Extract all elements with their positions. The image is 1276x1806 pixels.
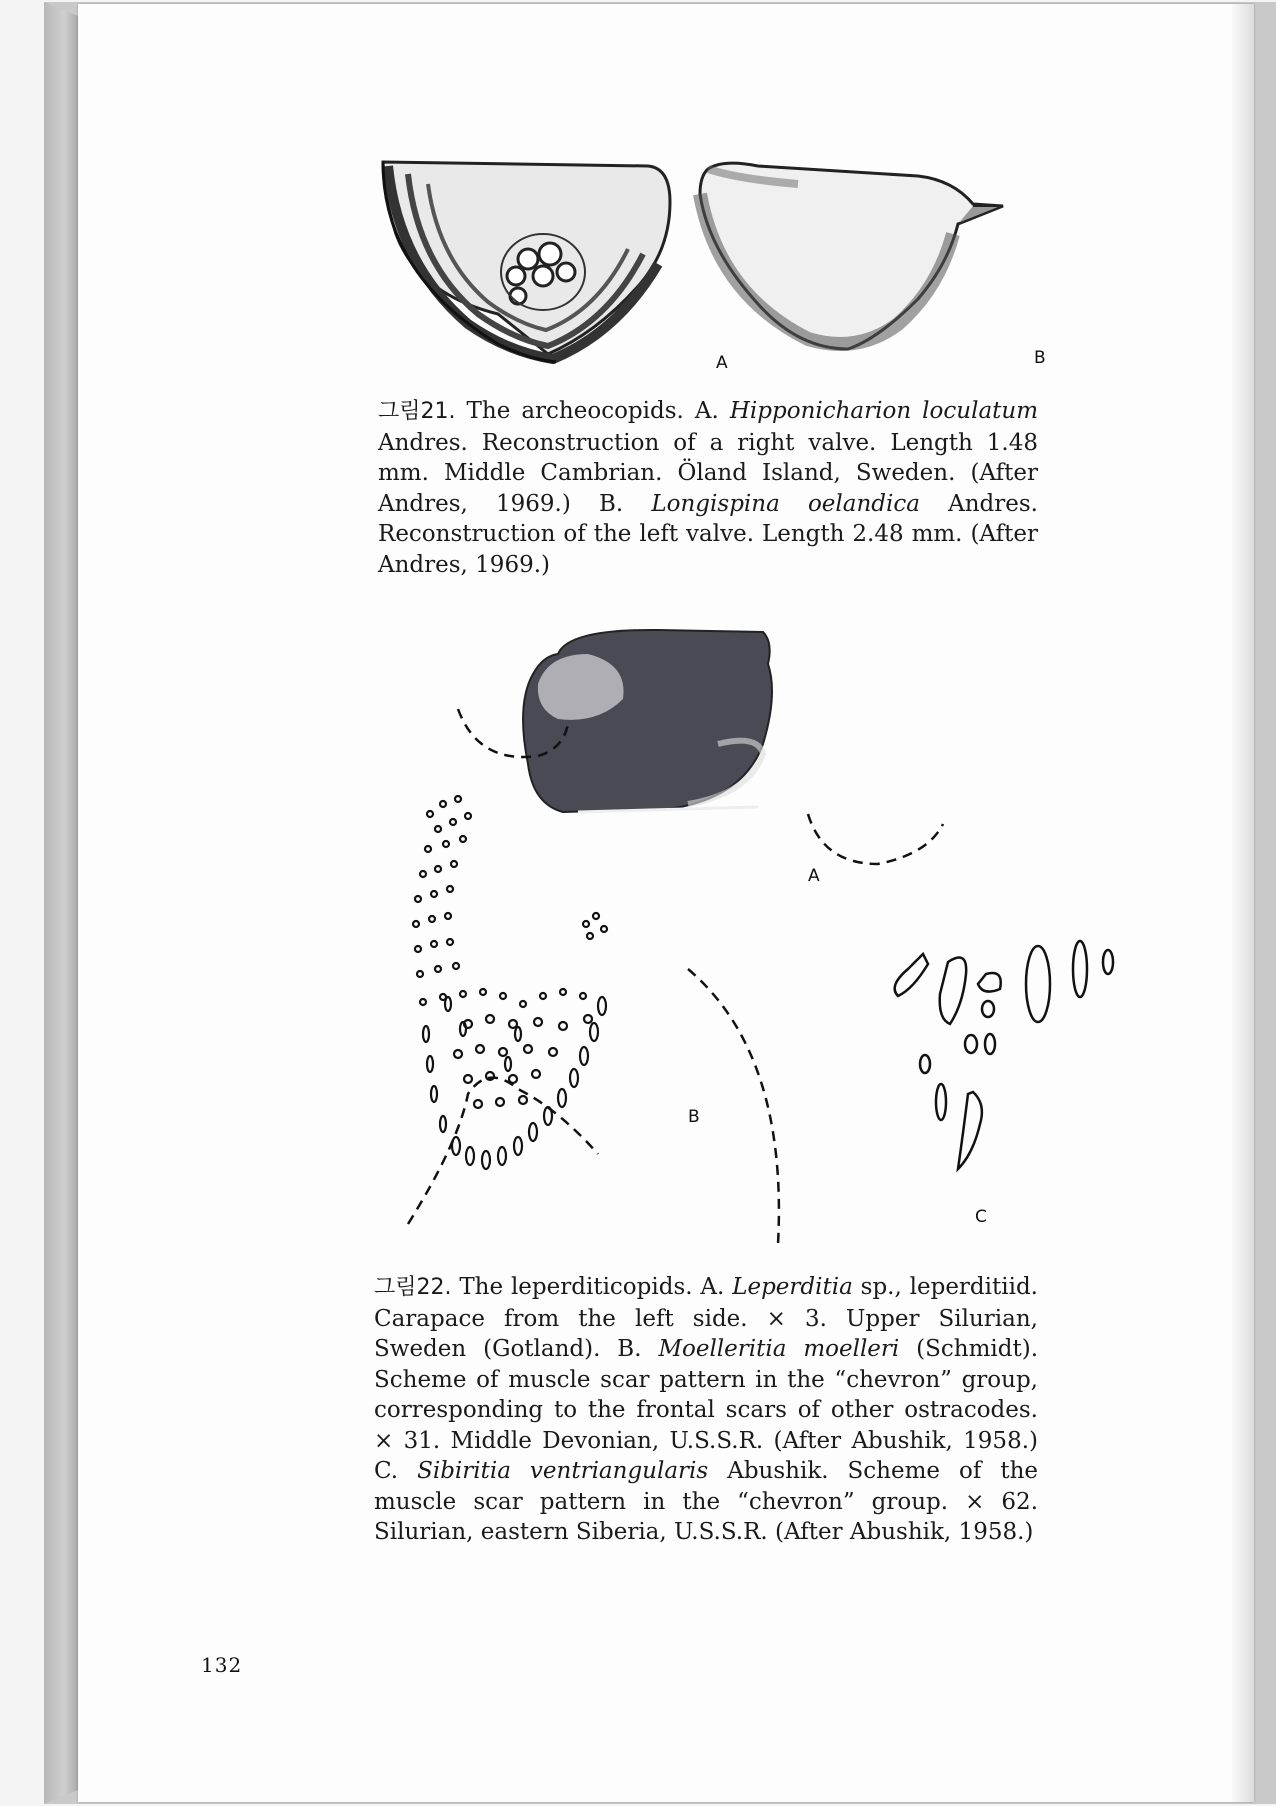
figure-22-caption-taxon-3: Sibiritia ventriangularis <box>417 1458 709 1484</box>
valve-a-drawing <box>383 162 670 362</box>
page-edge <box>1232 4 1254 1802</box>
figure-21-illustration <box>378 154 1138 384</box>
figure-21-caption-part-2: Andres. Reconstruction of a right valve. Length 1.48 mm. Middle Cambrian. Öland Island, Sweden. (After Andres, 1969.) B. <box>378 429 1038 517</box>
figure-22-caption-part-2: sp., leperditiid. Carapace from the left side. × 3. Upper Silurian, Sweden (Gotland). B. <box>374 1274 1038 1362</box>
figure-21-label: 그림21. <box>378 399 456 424</box>
figure-22-caption-part-4: Abushik. Scheme of the muscle scar pattern in the “chevron” group. × 62. Silurian, eastern Siberia, U.S.S.R. (After Abushik, 1958.) <box>374 1458 1039 1545</box>
muscle-scar-pattern-c <box>895 941 1113 1169</box>
figure-22-letter-c: C <box>975 1207 987 1227</box>
figure-22-caption-taxon-1: Leperditia <box>732 1274 853 1300</box>
figure-22-caption-part-3: (Schmidt). Scheme of muscle scar pattern in the “chevron” group, corresponding to the frontal scars of other ostracodes. × 31. Middle Devonian, U.S.S.R. (After Abushik, 1958.) C. <box>374 1336 1039 1484</box>
figure-21-caption-taxon-1: Hipponicharion loculatum <box>729 398 1039 424</box>
figure-21-caption-taxon-2: Longispina oelandica <box>651 490 920 517</box>
figure-22-letter-a: A <box>808 866 820 886</box>
muscle-scar-pattern-b <box>413 796 607 1169</box>
figure-21-caption-part-1: The archeocopids. A. <box>466 398 719 424</box>
figure-22-caption <box>374 1272 1038 1548</box>
valve-b-drawing <box>700 163 1003 349</box>
figure-21-letter-b: B <box>1034 348 1046 368</box>
figure-22-label: 그림22. <box>374 1275 452 1300</box>
book-spine <box>44 2 78 1804</box>
page-number: 132 <box>201 1653 243 1677</box>
figure-21-caption-part-3: Andres. Reconstruction of the left valve. Length 2.48 mm. (After Andres, 1969.) <box>378 490 1038 578</box>
figure-22-caption-taxon-2: Moelleritia moelleri <box>658 1336 900 1362</box>
book-page <box>78 4 1254 1802</box>
figure-21-caption <box>378 396 1038 580</box>
figure-21-letter-a: A <box>716 353 728 373</box>
figure-22-caption-part-1: The leperditicopids. A. <box>459 1274 725 1300</box>
figure-22-illustration <box>368 624 1128 1254</box>
carapace-photo <box>523 630 772 812</box>
figure-22-letter-b: B <box>688 1107 700 1127</box>
